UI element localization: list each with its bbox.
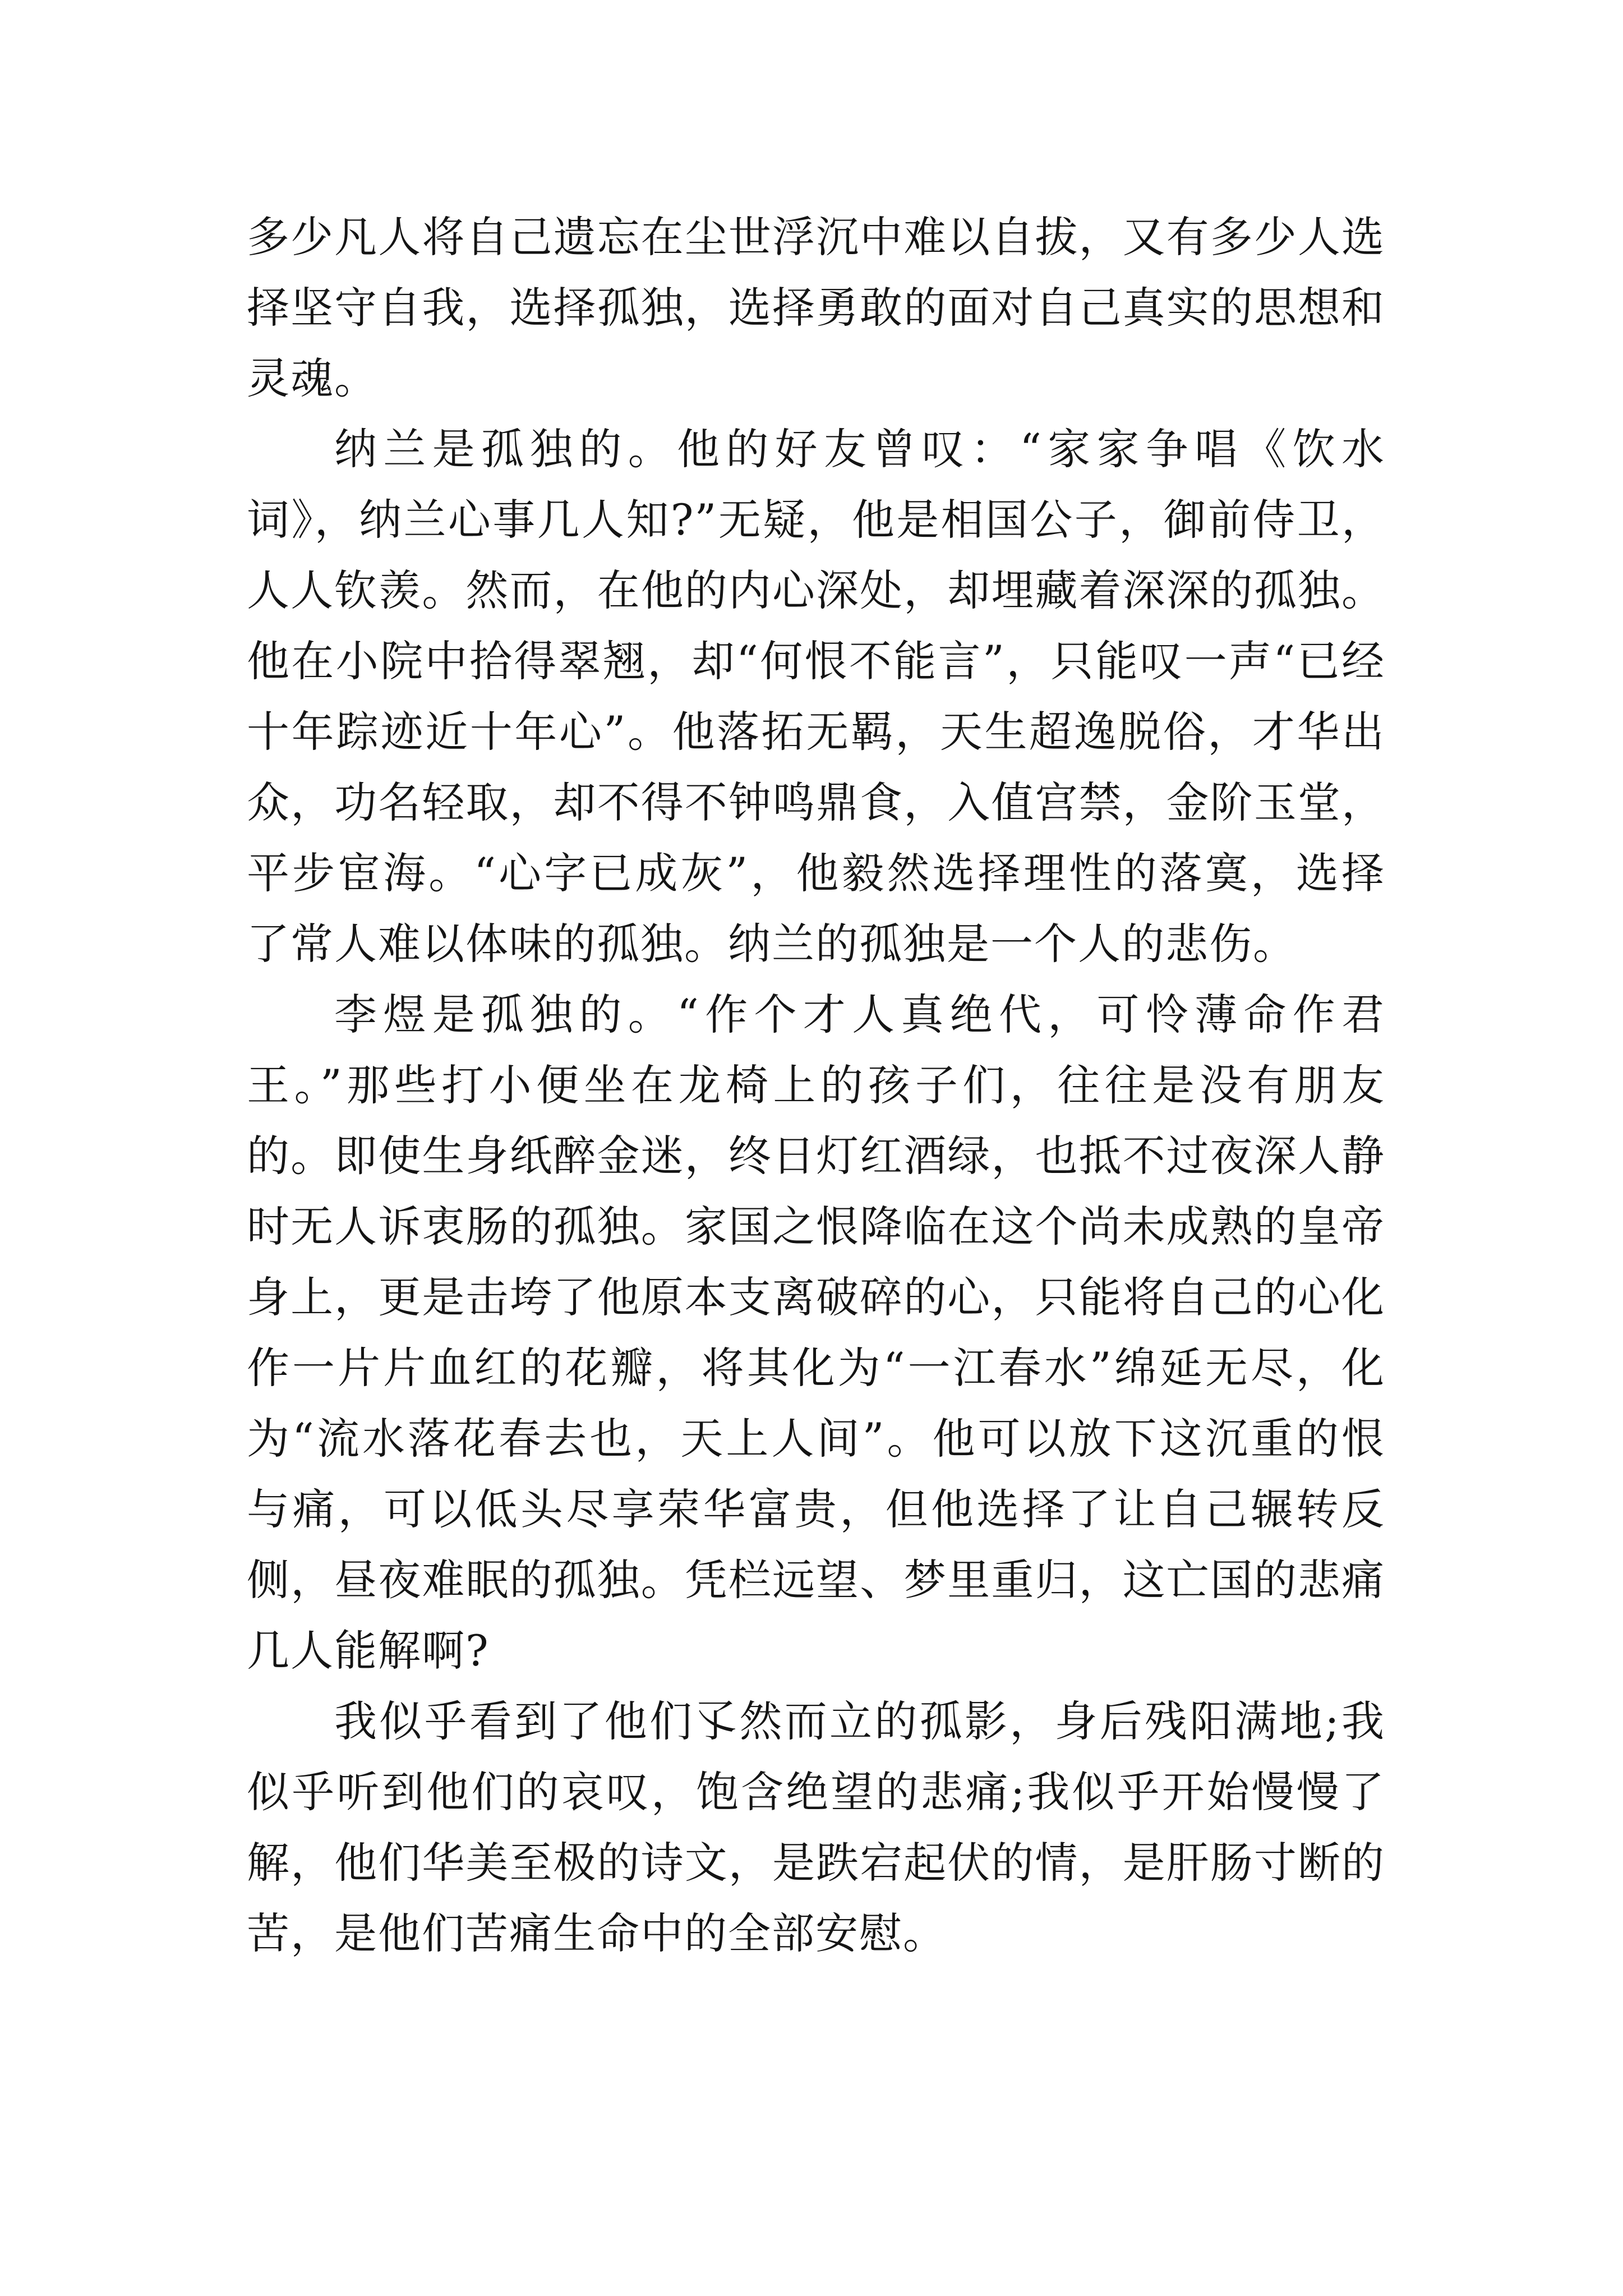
- paragraph-1: 多少凡人将自己遗忘在尘世浮沉中难以自拔，又有多少人选择坚守自我，选择孤独，选择勇敢的面对自己真实的思想和灵魂。: [247, 212, 1385, 403]
- paragraph-4: 我似乎看到了他们孓然而立的孤影，身后残阳满地;我似乎听到他们的哀叹，饱含绝望的悲痛;我似乎开始慢慢了解，他们华美至极的诗文，是跌宕起伏的情，是肝肠寸断的苦，是他们苦痛生命中的全部安慰。: [247, 1696, 1385, 1958]
- paragraph-2: 纳兰是孤独的。他的好友曾叹：“家家争唱《饮水词》，纳兰心事几人知?”无疑，他是相国公子，御前侍卫，人人钦羡。然而，在他的内心深处，却埋藏着深深的孤独。他在小院中拾得翠翘，却“何恨不能言”，只能叹一声“已经十年踪迹近十年心”。他落拓无羁，天生超逸脱俗，才华出众，功名轻取，却不得不钟鸣鼎食，入值宫禁，金阶玉堂，平步宦海。“心字已成灰”，他毅然选择理性的落寞，选择了常人难以体味的孤独。纳兰的孤独是一个人的悲伤。: [247, 424, 1385, 969]
- paragraph-3: 李煜是孤独的。“作个才人真绝代，可怜薄命作君王。”那些打小便坐在龙椅上的孩子们，往往是没有朋友的。即使生身纸醉金迷，终日灯红酒绿，也抵不过夜深人静时无人诉衷肠的孤独。家国之恨降临在这个尚未成熟的皇帝身上，更是击垮了他原本支离破碎的心，只能将自己的心化作一片片血红的花瓣，将其化为“一江春水”绵延无尽，化为“流水落花春去也，天上人间”。他可以放下这沉重的恨与痛，可以低头尽享荣华富贵，但他选择了让自己辗转反侧，昼夜难眠的孤独。凭栏远望、梦里重归，这亡国的悲痛几人能解啊?: [247, 990, 1385, 1676]
- body-text: [247, 202, 1385, 1969]
